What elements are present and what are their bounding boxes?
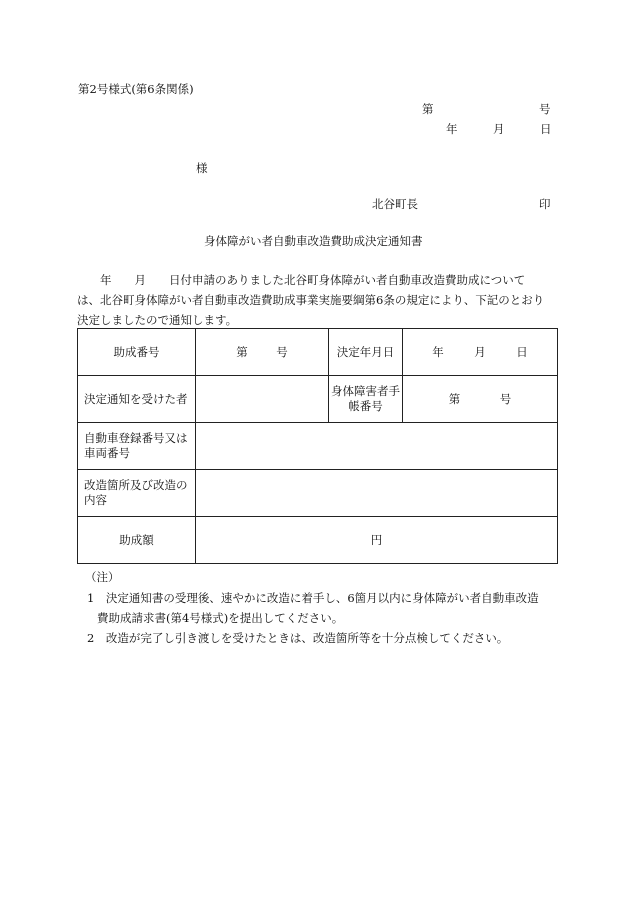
table-row xyxy=(78,423,558,470)
handbook-number-label: 身体障害者手帳番号 xyxy=(329,376,403,423)
grant-number-prefix: 第 xyxy=(236,344,248,359)
grant-amount-cell: 円 xyxy=(196,517,558,564)
decision-day-label: 日 xyxy=(516,344,528,359)
decision-date-label: 決定年月日 xyxy=(329,329,403,376)
form-label: 第2号様式(第6条関係) xyxy=(78,82,194,96)
notice-body-line: 年 月 日付申請のありました北谷町身体障がい者自動車改造費助成について xyxy=(77,273,526,287)
table-row xyxy=(78,470,558,517)
notice-body xyxy=(77,270,552,330)
note-item: 2 改造が完了し引き渡しを受けたときは、改造箇所等を十分点検してください。 xyxy=(87,631,509,645)
decision-date-cell xyxy=(403,329,558,376)
note-item: 1 決定通知書の受理後、速やかに改造に着手し、6箇月以内に身体障がい者自動車改造 xyxy=(87,591,539,605)
modification-details-label: 改造箇所及び改造の内容 xyxy=(78,470,196,517)
vehicle-number-value-cell[interactable] xyxy=(196,423,558,470)
modification-details-value-cell[interactable] xyxy=(196,470,558,517)
grant-number-cell xyxy=(196,329,329,376)
decision-year-label: 年 xyxy=(432,344,444,359)
document-number-prefix: 第 xyxy=(422,102,434,116)
recipient-value-cell[interactable] xyxy=(196,376,329,423)
note-item-continuation: 費助成請求書(第4号様式)を提出してください。 xyxy=(97,611,344,625)
grant-amount-label: 助成額 xyxy=(78,517,196,564)
date-year-label: 年 xyxy=(446,122,458,136)
document-title: 身体障がい者自動車改造費助成決定通知書 xyxy=(204,234,423,248)
grant-number-suffix: 号 xyxy=(276,344,288,359)
handbook-number-suffix: 号 xyxy=(499,391,512,406)
table-row xyxy=(78,376,558,423)
date-month-label: 月 xyxy=(493,122,505,136)
notes-heading: （注） xyxy=(85,570,120,584)
issuer-name: 北谷町長 xyxy=(372,197,418,211)
decision-month-label: 月 xyxy=(474,344,486,359)
notice-body-line: は、北谷町身体障がい者自動車改造費助成事業実施要綱第6条の規定により、下記のとおり xyxy=(77,293,545,307)
table-row xyxy=(78,329,558,376)
date-day-label: 日 xyxy=(540,122,552,136)
seal-mark: 印 xyxy=(539,197,551,211)
grant-number-label: 助成番号 xyxy=(78,329,196,376)
notice-body-line: 決定しましたので通知します。 xyxy=(77,313,238,327)
recipient-label: 決定通知を受けた者 xyxy=(78,376,196,423)
handbook-number-cell xyxy=(403,376,558,423)
vehicle-number-label: 自動車登録番号又は車両番号 xyxy=(78,423,196,470)
document-number-suffix: 号 xyxy=(539,102,551,116)
notes-list xyxy=(87,588,557,648)
addressee-honorific: 様 xyxy=(196,161,208,175)
grant-decision-table xyxy=(77,328,558,564)
handbook-number-prefix: 第 xyxy=(448,391,461,406)
table-row xyxy=(78,517,558,564)
